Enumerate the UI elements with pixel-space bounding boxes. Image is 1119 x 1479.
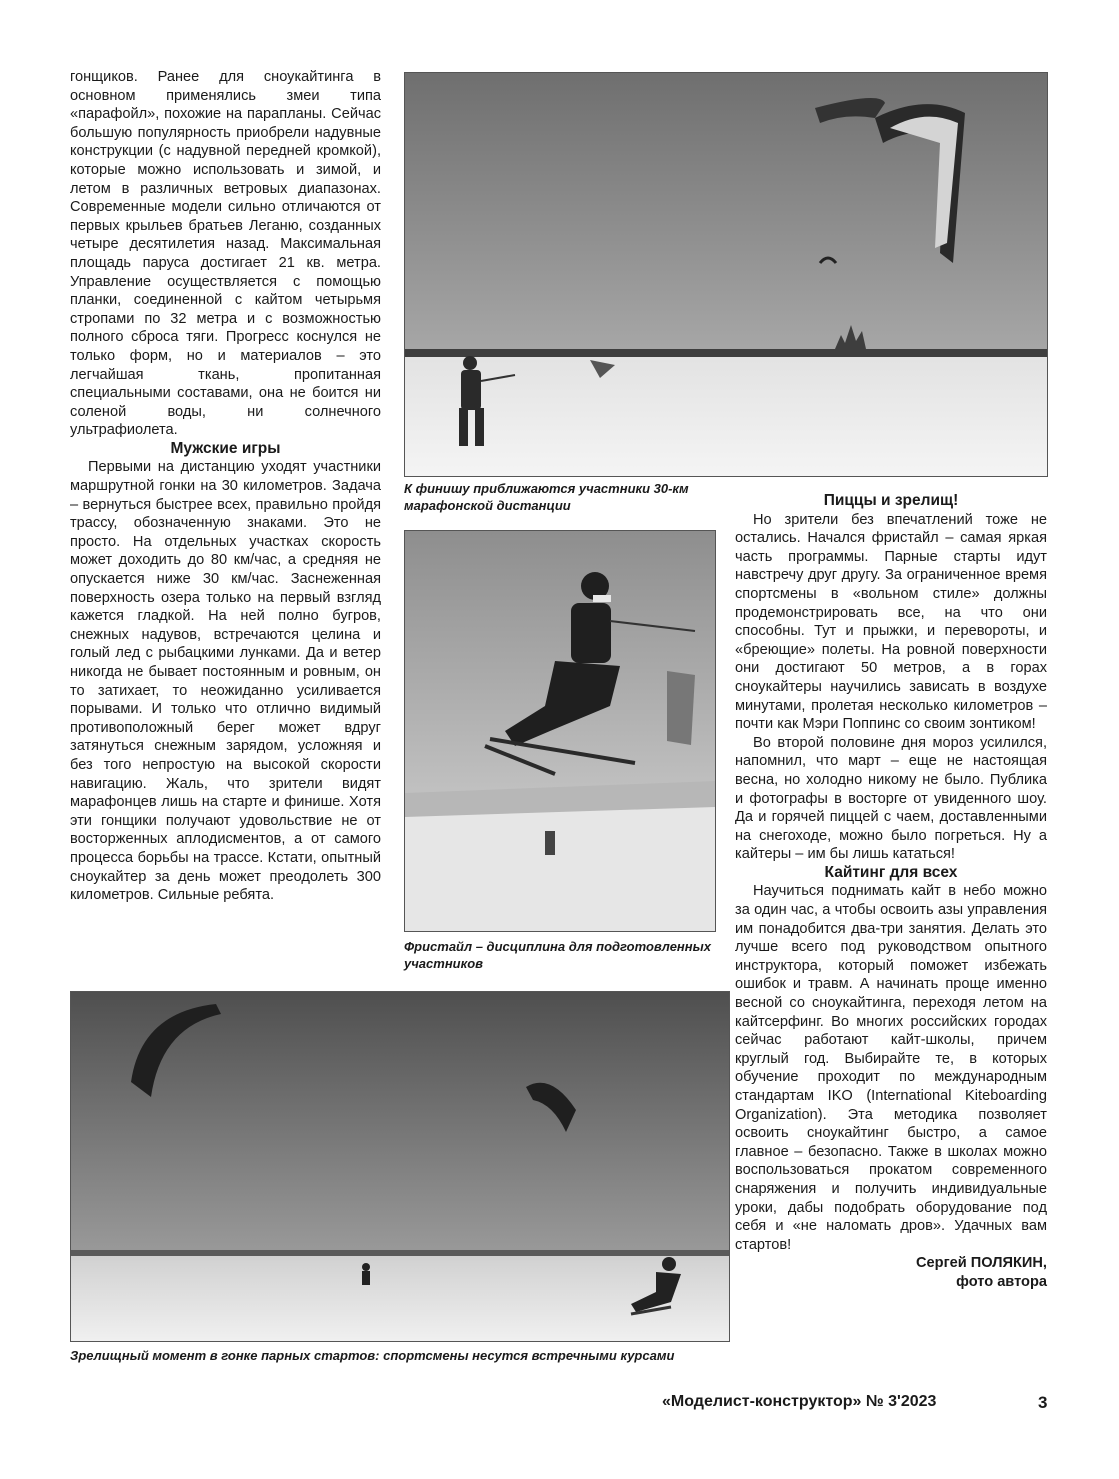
photo-caption: Фристайл – дисциплина для подготовленных участников [404, 939, 711, 971]
page-number: 3 [1038, 1393, 1048, 1412]
photo-marathon-finish [404, 72, 1048, 477]
photo-caption: К финишу приближаются участники 30-км марафонской дистанции [404, 481, 689, 513]
paragraph: Но зрители без впечатлений тоже не остались. Начался фристайл – самая яркая часть программы. Парные старты идут навстречу друг другу. За ограниченное время спортсмены в «вольном стиле» должны продемонстрировать все, на что они способны. Тут и прыжки, и перевороты, и «бреющие» полеты. На ровной поверхности они достигают 50 метров, а в горах сноукайтеры научились зависать в воздухе минутами, пролетая несколько километров – почти как Мэри Поппинс со своим зонтиком! [735, 511, 1047, 733]
paragraph: Научиться поднимать кайт в небо можно за один час, а чтобы освоить азы управления им понадобится два-три занятия. Делать это лучше всего под руководством опытного инструктора, который поможет избежать ошибок и травм. А начинать проще именно весной со сноукайтинга, переходя летом на кайтсерфинг. Во многих российских городах сейчас работают кайт-школы, причем круглый год. Выбирайте те, в которых обучение проходит по международным стандартам IKO (International Kiteboarding Organization). Эта методика позволяет освоить сноукайтинг быстро, а самое главное – безопасно. Также в школах можно воспользоваться прокатом современного снаряжения и получить индивидуальные уроки, дабы подобрать оборудование под себя и «не наломать дров». Удачных вам стартов! [735, 883, 1047, 1253]
section-heading: Кайтинг для всех [824, 863, 958, 881]
section-heading: Пиццы и зрелищ! [823, 492, 959, 509]
paragraph: Первыми на дистанцию уходят участники маршрутной гонки на 30 километров. Задача – вернуться быстрее всех, правильно пройдя трассу, обозначенную знаками. Это не просто. На отдельных участках скорость может доходить до 80 км/час, а средняя не опускается ниже 30 км/час. Заснеженная поверхность озера только на первый взгляд кажется гладкой. На ней полно бугров, снежных надувов, встречаются целина и голый лед с рыбацкими лунками. Да и ветер никогда не бывает постоянным и ровным, он то затихает, то неожиданно усиливается порывами. И только что отлично видимый противоположный берег может вдруг затянуться снежным зарядом, усложняя и без того непростую на высокой скорости навигацию. Жаль, что зрители видят марафонцев лишь на старте и финише. Хотя эти гонщики получают удовольствие не от восторженных аплодисментов, а от самого процесса борьбы на трассе. Кстати, опытный сноукайтер за день может преодолеть 300 километров. Сильные ребята. [70, 459, 381, 904]
photo-credit: фото автора [956, 1273, 1047, 1290]
author-name: Сергей ПОЛЯКИН, [916, 1255, 1047, 1272]
photo-paired-starts [70, 991, 730, 1342]
section-heading: Мужские игры [170, 439, 281, 457]
column-right [735, 484, 1047, 1292]
paragraph: гонщиков. Ранее для сноукайтинга в основном применялись змеи типа «парафойл», похожие на парапланы. Сейчас большую популярность приобрели надувные конструкции (с надувной передней кромкой), которые можно использовать и зимой, и летом в различных ветровых диапазонах. Современные модели сильно отличаются от первых крыльев братьев Леганю, созданных четыре десятилетия назад. Максимальная площадь паруса достигает 21 кв. метра. Управление осуществляется с помощью планки, соединенной с кайтом четырьмя стропами по 32 метра и с возможностью полного сброса тяги. Прогресс коснулся не только форм, но и материалов – это легчайшая ткань, пропитанная специальными составами, она не боится ни соленой воды, ни солнечного ультрафиолета. [70, 69, 381, 439]
magazine-issue: «Моделист-конструктор» № 3'2023 [662, 1393, 937, 1410]
column-left [70, 68, 381, 905]
paragraph: Во второй половине дня мороз усилился, напомнил, что март – еще не настоящая весна, но холодно никому не было. Публика и фотографы в восторге от увиденного шоу. Да и горячей пиццей с чаем, доставленными на снегоходе, можно было погреться. Ну а кайтеры – им бы лишь кататься! [735, 734, 1047, 863]
photo-caption: Зрелищный момент в гонке парных стартов: спортсмены несутся встречными курсами [70, 1348, 675, 1363]
photo-freestyle-jump [404, 530, 716, 932]
